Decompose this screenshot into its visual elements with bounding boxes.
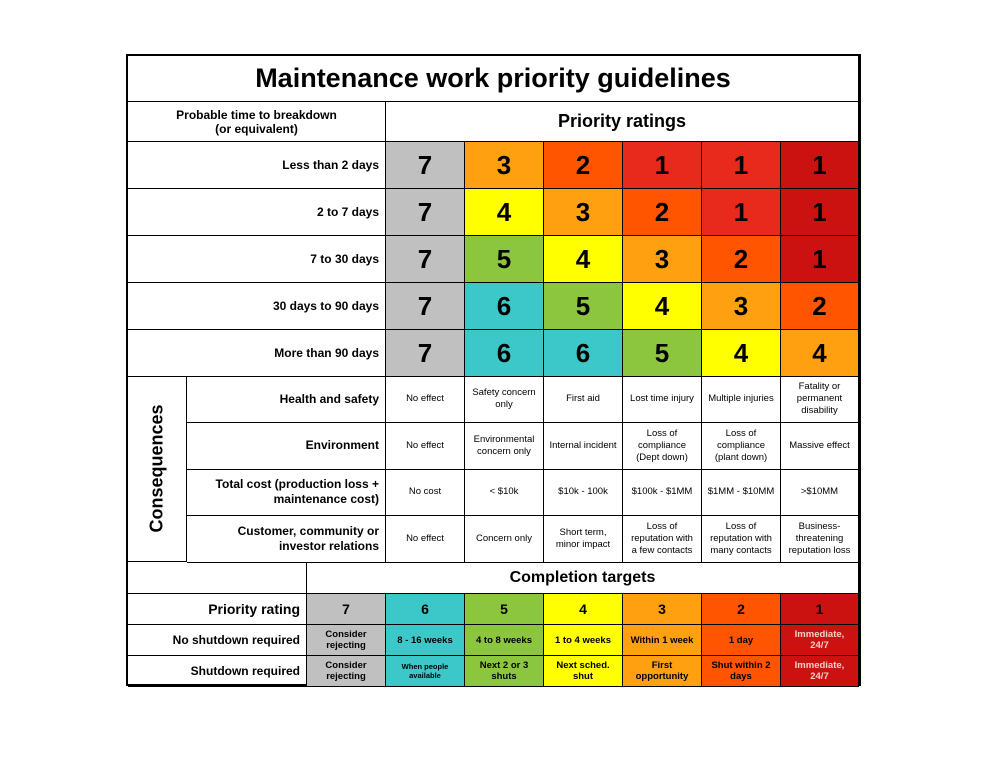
completion-cell: [386, 656, 465, 687]
text-line: Short term,: [559, 526, 607, 538]
text-line: concern only: [477, 445, 531, 457]
priority-rating-cell: 5: [544, 283, 623, 330]
completion-row-label: No shutdown required: [128, 625, 307, 656]
text-line: Massive effect: [789, 439, 850, 451]
priority-rating-cell: 3: [623, 236, 702, 283]
cell-text: [636, 428, 688, 464]
completion-cell: [307, 625, 386, 656]
priority-rating-cell: 5: [623, 330, 702, 377]
consequence-cell: [781, 469, 859, 516]
consequence-cell: [623, 516, 702, 563]
priority-rating-cell: 7: [386, 330, 465, 377]
text-line: maintenance cost): [273, 492, 379, 506]
consequence-cell: [702, 516, 781, 563]
consequence-cell: [544, 423, 623, 470]
consequence-cell: [386, 423, 465, 470]
text-line: Immediate,: [794, 660, 845, 671]
text-line: Loss of: [646, 520, 678, 532]
consequence-cell: [702, 423, 781, 470]
text-line: Shut within 2: [711, 660, 771, 671]
cell-text: [480, 660, 529, 682]
text-line: Internal incident: [549, 439, 617, 451]
priority-rating-cell: 1: [623, 142, 702, 189]
text-line: 1 to 4 weeks: [555, 634, 611, 646]
text-line: compliance: [716, 439, 766, 451]
completion-cell: [623, 625, 702, 656]
consequence-cell: [623, 469, 702, 516]
cell-text: [632, 486, 693, 498]
cell-text: [406, 440, 444, 452]
cell-text: [476, 533, 532, 545]
text-line: Concern only: [476, 532, 532, 544]
completion-cell: [702, 656, 781, 687]
consequence-cell: [781, 423, 859, 470]
matrix-row-label: 30 days to 90 days: [128, 283, 386, 330]
matrix-row-label: 2 to 7 days: [128, 189, 386, 236]
cell-text: [409, 486, 441, 498]
consequence-cell: [386, 376, 465, 423]
completion-cell: [307, 594, 386, 625]
text-line: reputation with: [631, 532, 693, 544]
cell-text: [474, 434, 535, 458]
cell-text: [566, 393, 600, 405]
completion-cell: [781, 594, 859, 625]
completion-cell: [386, 594, 465, 625]
text-line: disability: [801, 405, 838, 416]
probable-time-header: [128, 102, 386, 142]
text-line: Fatality or: [798, 381, 841, 392]
consequence-cell: [386, 469, 465, 516]
cell-text: [636, 660, 689, 682]
cell-text: [325, 629, 366, 651]
text-line: No effect: [406, 439, 444, 451]
text-line: Loss of: [646, 427, 678, 439]
text-line: Multiple injuries: [708, 393, 774, 404]
priority-rating-cell: 4: [544, 236, 623, 283]
text-line: Lost time injury: [630, 393, 694, 404]
cell-text: [402, 662, 449, 680]
completion-cell: [781, 625, 859, 656]
cell-text: [795, 629, 845, 651]
text-line: First aid: [566, 393, 600, 404]
priority-rating-cell: 1: [702, 142, 781, 189]
completion-targets-header: Completion targets: [307, 562, 859, 594]
consequence-cell: [465, 469, 544, 516]
text-line: threatening: [795, 532, 844, 544]
text-line: permanent: [796, 393, 843, 404]
text-line: 1 day: [728, 634, 754, 646]
cell-text: [325, 660, 366, 682]
cell-text: [406, 533, 444, 545]
cell-text: [549, 440, 616, 452]
completion-cell: [544, 594, 623, 625]
consequence-cell: [702, 469, 781, 516]
cell-text: [710, 521, 772, 557]
text-line: Within 1 week: [630, 634, 694, 646]
text-line: available: [409, 671, 441, 680]
cell-text: [555, 635, 611, 646]
cell-text: [397, 635, 452, 646]
text-line: Next sched.: [556, 660, 610, 671]
text-line: $100k - $1MM: [631, 486, 693, 497]
priority-rating-cell: 4: [465, 189, 544, 236]
text-line: Loss of: [725, 520, 757, 532]
text-line: $1MM - $10MM: [707, 486, 775, 497]
text-line: 4: [579, 601, 587, 617]
text-line: days: [730, 671, 752, 682]
text-line: 1: [815, 601, 824, 617]
text-line: 3: [658, 601, 666, 617]
cell-text: [729, 635, 753, 646]
completion-cell: [386, 625, 465, 656]
completion-cell: [544, 656, 623, 687]
priority-rating-cell: 4: [781, 330, 859, 377]
cell-text: [280, 392, 379, 407]
consequence-cell: [544, 516, 623, 563]
text-line: opportunity: [635, 671, 689, 682]
completion-cell: [465, 625, 544, 656]
completion-cell: [465, 656, 544, 687]
completion-cell: [544, 625, 623, 656]
priority-rating-cell: 2: [544, 142, 623, 189]
priority-ratings-header: Priority ratings: [386, 102, 859, 142]
text-line: 24/7: [810, 671, 829, 682]
text-line: Consider: [325, 660, 367, 671]
consequence-label: [187, 423, 386, 470]
text-line: Loss of: [725, 427, 757, 439]
text-line: Total cost (production loss +: [215, 477, 379, 491]
text-line: (plant down): [714, 451, 768, 463]
page-title: Maintenance work priority guidelines: [128, 56, 859, 102]
text-line: 4 to 8 weeks: [476, 634, 532, 646]
completion-cell: [781, 656, 859, 687]
cell-text: [816, 601, 824, 617]
text-line: shut: [572, 671, 594, 682]
text-line: only: [495, 399, 513, 410]
consequence-cell: [623, 376, 702, 423]
consequence-cell: [623, 423, 702, 470]
consequence-cell: [386, 516, 465, 563]
priority-rating-cell: 7: [386, 283, 465, 330]
priority-rating-cell: 2: [781, 283, 859, 330]
matrix-row-label: More than 90 days: [128, 330, 386, 377]
text-line: Next 2 or 3: [479, 660, 529, 671]
priority-rating-cell: 4: [702, 330, 781, 377]
priority-rating-cell: 7: [386, 142, 465, 189]
cell-text: [795, 660, 845, 682]
text-line: many contacts: [710, 544, 772, 556]
text-line: Consider: [325, 629, 367, 640]
priority-rating-cell: 7: [386, 189, 465, 236]
text-line: (Dept down): [636, 451, 688, 463]
cell-text: [216, 477, 379, 507]
priority-rating-cell: 2: [702, 236, 781, 283]
cell-text: [708, 393, 773, 405]
consequence-cell: [465, 423, 544, 470]
cell-text: [631, 635, 694, 646]
text-line: Customer, community or: [237, 523, 379, 538]
priority-rating-cell: 6: [544, 330, 623, 377]
priority-rating-cell: 3: [702, 283, 781, 330]
text-line: rejecting: [326, 671, 366, 682]
priority-guidelines-table: [126, 54, 861, 686]
text-line: No effect: [406, 532, 444, 544]
cell-text: [490, 486, 519, 498]
consequence-cell: [702, 376, 781, 423]
completion-cell: [623, 656, 702, 687]
cell-text: [556, 527, 610, 551]
text-line: No effect: [406, 393, 444, 404]
text-line: Safety concern: [472, 387, 536, 398]
cell-text: [797, 381, 842, 417]
cell-text: [579, 601, 587, 617]
text-line: minor impact: [555, 538, 611, 550]
priority-rating-cell: 7: [386, 236, 465, 283]
priority-rating-cell: 1: [781, 236, 859, 283]
priority-rating-cell: 1: [781, 142, 859, 189]
consequence-cell: [465, 376, 544, 423]
text-line: a few contacts: [631, 544, 693, 556]
priority-rating-cell: 3: [465, 142, 544, 189]
matrix-row-label: Less than 2 days: [128, 142, 386, 189]
text-line: Business-: [798, 520, 841, 532]
text-line: First: [651, 660, 673, 671]
text-line: Environment: [305, 438, 379, 452]
text-line: 5: [500, 601, 508, 617]
text-line: < $10k: [489, 486, 519, 497]
completion-cell: [702, 625, 781, 656]
cell-text: [421, 601, 429, 617]
text-line: No cost: [408, 486, 442, 497]
text-line: investor relations: [278, 538, 379, 553]
text-line: Environmental: [473, 433, 535, 445]
probable-time-header-line-2: (or equivalent): [215, 121, 298, 136]
cell-text: [737, 601, 745, 617]
priority-rating-cell: 6: [465, 283, 544, 330]
cell-text: [789, 440, 850, 452]
cell-text: [558, 486, 608, 498]
text-line: 7: [342, 601, 350, 617]
cell-text: [238, 524, 379, 554]
consequence-cell: [781, 516, 859, 563]
priority-rating-cell: 6: [465, 330, 544, 377]
cell-text: [472, 387, 535, 411]
completion-blank-cell: [128, 562, 307, 594]
completion-cell: [307, 656, 386, 687]
cell-text: [801, 486, 838, 498]
text-line: $10k - 100k: [558, 486, 608, 497]
priority-rating-cell: 1: [781, 189, 859, 236]
text-line: compliance: [637, 439, 687, 451]
cell-text: [630, 393, 694, 405]
text-line: rejecting: [326, 640, 366, 651]
cell-text: [711, 660, 770, 682]
completion-row-label: Shutdown required: [128, 656, 307, 687]
completion-cell: [465, 594, 544, 625]
consequence-label: [187, 516, 386, 563]
matrix-row-label: 7 to 30 days: [128, 236, 386, 283]
text-line: Immediate,: [794, 629, 845, 640]
consequence-cell: [465, 516, 544, 563]
consequence-cell: [544, 376, 623, 423]
cell-text: [306, 438, 379, 453]
completion-cell: [702, 594, 781, 625]
consequence-cell: [544, 469, 623, 516]
consequences-label: Consequences: [146, 404, 167, 533]
priority-rating-cell: 5: [465, 236, 544, 283]
cell-text: [342, 601, 350, 617]
probable-time-header-line-1: Probable time to breakdown: [176, 107, 337, 122]
text-line: shuts: [491, 671, 517, 682]
cell-text: [715, 428, 767, 464]
cell-text: [406, 393, 444, 405]
cell-text: [631, 521, 693, 557]
text-line: reputation with: [710, 532, 772, 544]
text-line: Health and safety: [279, 391, 379, 406]
text-line: 2: [737, 601, 745, 617]
completion-cell: [623, 594, 702, 625]
consequences-side-label: [128, 376, 187, 562]
priority-rating-cell: 1: [702, 189, 781, 236]
text-line: >$10MM: [800, 486, 839, 497]
cell-text: [708, 486, 775, 498]
text-line: 24/7: [810, 640, 829, 651]
consequence-label: [187, 376, 386, 423]
cell-text: [476, 635, 532, 646]
cell-text: [789, 521, 851, 557]
consequence-label: [187, 469, 386, 516]
priority-rating-cell: 3: [544, 189, 623, 236]
text-line: When people: [401, 662, 449, 671]
completion-row-label: Priority rating: [128, 594, 307, 625]
cell-text: [658, 601, 666, 617]
text-line: 6: [421, 601, 429, 617]
cell-text: [556, 660, 609, 682]
text-line: reputation loss: [788, 544, 851, 556]
priority-rating-cell: 4: [623, 283, 702, 330]
consequence-cell: [781, 376, 859, 423]
priority-rating-cell: 2: [623, 189, 702, 236]
text-line: 8 - 16 weeks: [397, 634, 453, 646]
cell-text: [500, 601, 508, 617]
